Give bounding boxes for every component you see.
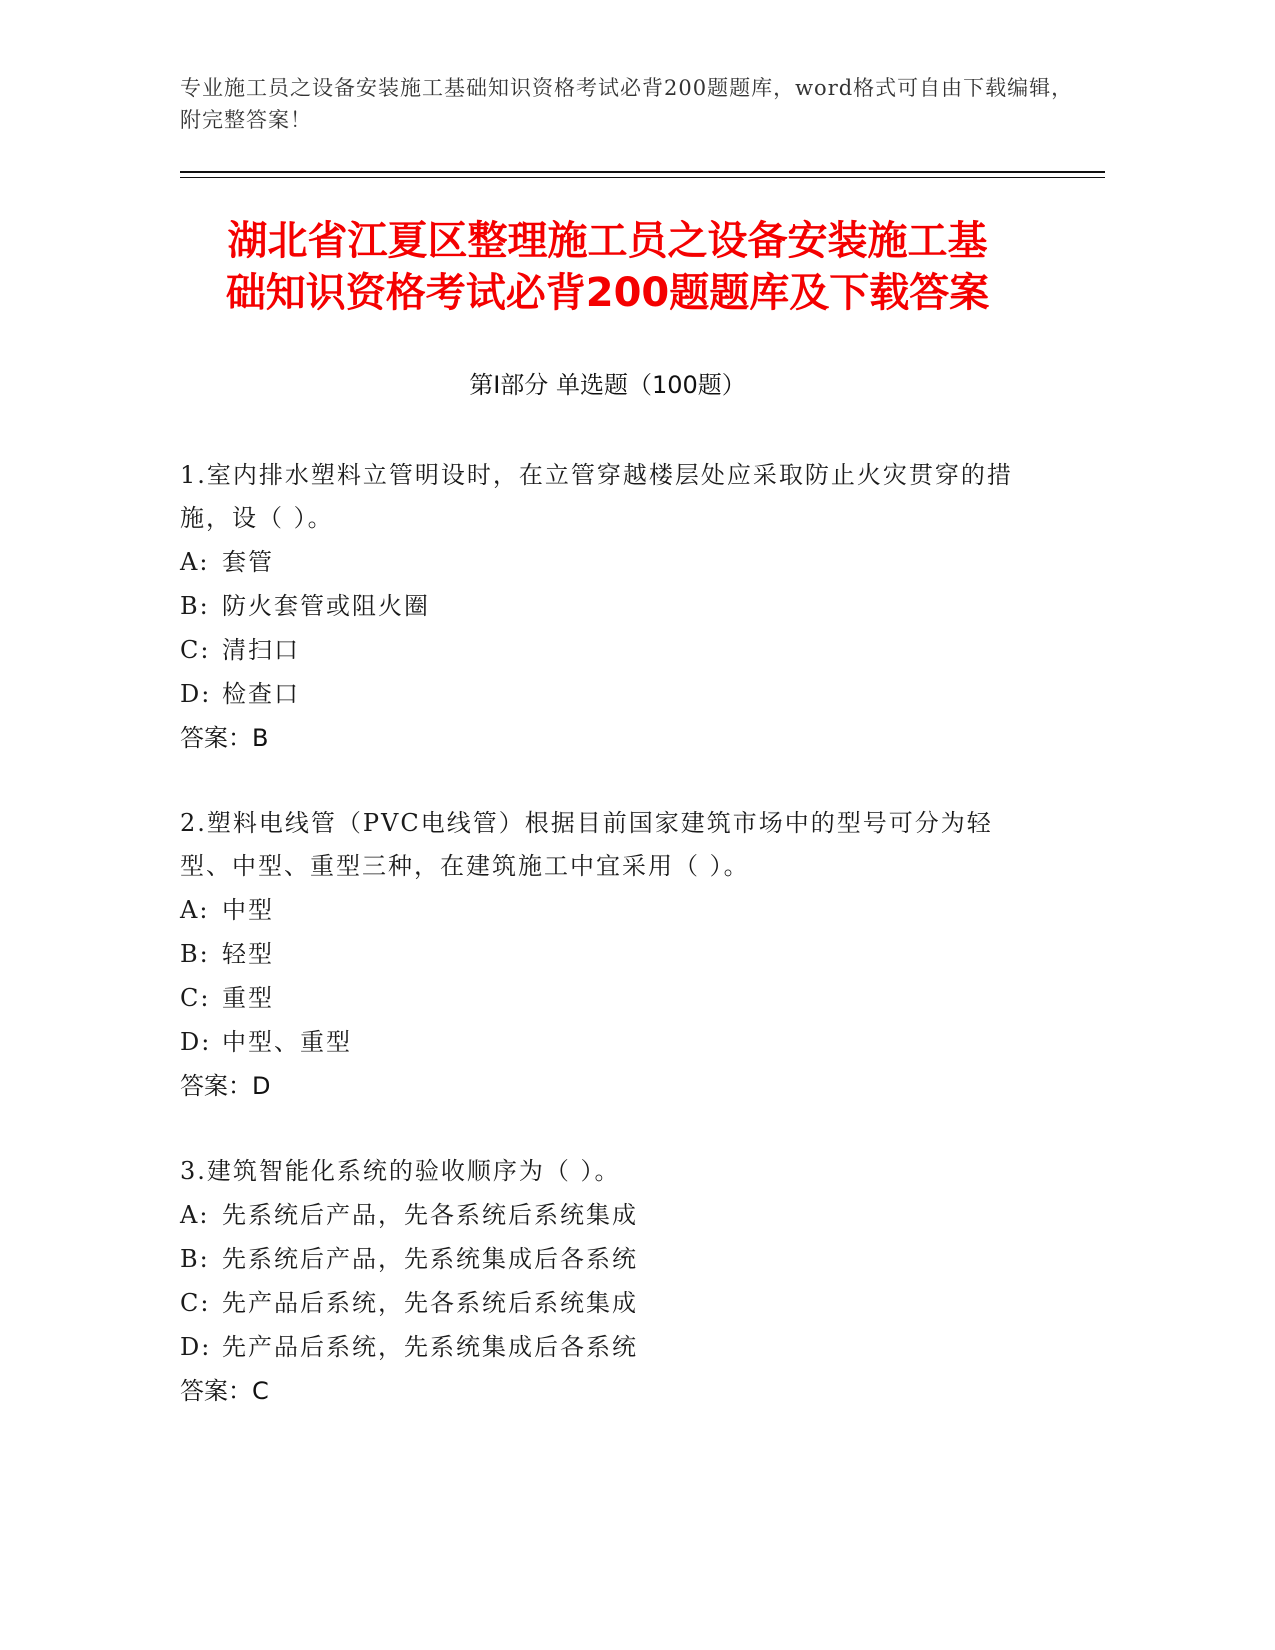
- option-key: C:: [180, 636, 211, 664]
- question-text: 2.塑料电线管（PVC电线管）根据目前国家建筑市场中的型号可分为轻型、中型、重型三种，在建筑施工中宜采用（ ）。: [180, 809, 993, 880]
- option-d: [180, 1325, 1040, 1369]
- option-key: B:: [180, 592, 210, 620]
- option-a: [180, 540, 1040, 584]
- option-text: 中型、重型: [222, 1028, 352, 1056]
- option-key: D:: [180, 1333, 212, 1361]
- answer-line: 答案：C: [180, 1377, 269, 1405]
- question-1: [180, 454, 1040, 760]
- option-b: [180, 1237, 1040, 1281]
- option-text: 套管: [222, 548, 274, 576]
- option-text: 重型: [222, 984, 274, 1012]
- question-text: 3.建筑智能化系统的验收顺序为（ ）。: [180, 1157, 621, 1185]
- header-rule-thin: [180, 177, 1105, 178]
- section-title: 第Ⅰ部分 单选题（100题）: [469, 371, 746, 399]
- header-note: 专业施工员之设备安装施工基础知识资格考试必背200题题库，word格式可自由下载编辑，附完整答案！: [180, 76, 1074, 132]
- question-text: 1.室内排水塑料立管明设时，在立管穿越楼层处应采取防止火灾贯穿的措施，设（ ）。: [180, 461, 1013, 532]
- option-text: 轻型: [222, 940, 274, 968]
- option-key: C:: [180, 984, 211, 1012]
- question-3: [180, 1150, 1040, 1413]
- question-2: [180, 802, 1040, 1108]
- option-key: D:: [180, 680, 212, 708]
- option-a: [180, 1193, 1040, 1237]
- option-text: 先系统后产品，先系统集成后各系统: [222, 1245, 638, 1273]
- option-d: [180, 1020, 1040, 1064]
- option-b: [180, 932, 1040, 976]
- option-c: [180, 1281, 1040, 1325]
- option-b: [180, 584, 1040, 628]
- option-key: C:: [180, 1289, 211, 1317]
- option-text: 先产品后系统，先各系统后系统集成: [222, 1289, 638, 1317]
- option-text: 中型: [222, 896, 274, 924]
- header-rule-thick: [180, 171, 1105, 173]
- option-a: [180, 888, 1040, 932]
- option-c: [180, 976, 1040, 1020]
- option-key: A:: [180, 548, 210, 576]
- document-title-line-1: 湖北省江夏区整理施工员之设备安装施工基: [227, 218, 988, 264]
- option-key: B:: [180, 1245, 210, 1273]
- option-key: A:: [180, 896, 210, 924]
- option-d: [180, 672, 1040, 716]
- option-c: [180, 628, 1040, 672]
- option-key: D:: [180, 1028, 212, 1056]
- option-text: 清扫口: [222, 636, 300, 664]
- option-key: A:: [180, 1201, 210, 1229]
- answer-line: 答案：B: [180, 724, 269, 752]
- option-text: 先产品后系统，先系统集成后各系统: [222, 1333, 638, 1361]
- document-title-line-2: 础知识资格考试必背200题题库及下载答案: [225, 270, 990, 316]
- option-text: 检查口: [222, 680, 300, 708]
- answer-line: 答案：D: [180, 1072, 271, 1100]
- option-text: 先系统后产品，先各系统后系统集成: [222, 1201, 638, 1229]
- option-key: B:: [180, 940, 210, 968]
- document-title: [150, 215, 1065, 319]
- option-text: 防火套管或阻火圈: [222, 592, 430, 620]
